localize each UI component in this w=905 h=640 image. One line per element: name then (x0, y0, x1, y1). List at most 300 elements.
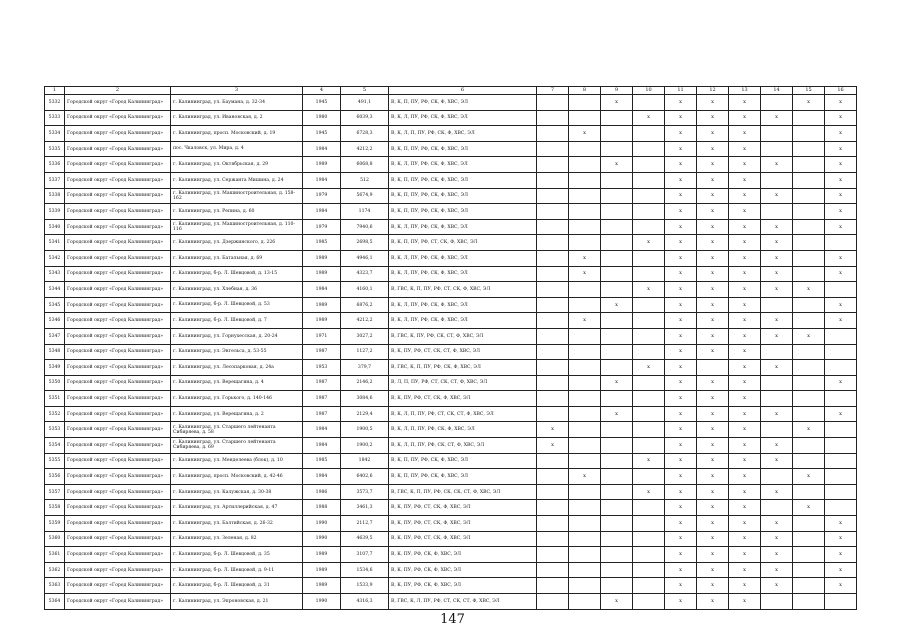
cell-mark: x (761, 453, 793, 469)
cell-district: Городской округ «Город Калининград» (65, 453, 171, 469)
cell-mark: x (697, 188, 729, 204)
cell-district: Городской округ «Город Калининград» (65, 250, 171, 266)
cell-mark (793, 360, 825, 376)
cell-address: г. Калининград, ул. Верещагина, д. 2 (171, 406, 303, 422)
cell-mark: x (729, 157, 761, 173)
cell-year: 1984 (303, 282, 341, 298)
cell-year: 1989 (303, 250, 341, 266)
cell-mark: x (665, 282, 697, 298)
cell-mark: x (665, 157, 697, 173)
cell-mark: x (729, 469, 761, 485)
cell-area: 1534,6 (341, 562, 389, 578)
column-header: 3 (171, 87, 303, 95)
column-header: 7 (537, 87, 569, 95)
cell-works: В, К, ПУ, РФ, СК, Ф, ХВС, ЭЛ (389, 578, 537, 594)
cell-mark: x (825, 250, 857, 266)
cell-district: Городской округ «Город Калининград» (65, 500, 171, 516)
cell-works: В, К, Л, ПУ, РФ, СК, Ф, ХВС, ЭЛ (389, 297, 537, 313)
cell-mark (601, 531, 633, 547)
cell-area: 4639,5 (341, 531, 389, 547)
cell-mark (825, 484, 857, 500)
cell-id: 5363 (45, 578, 65, 594)
cell-mark: x (665, 141, 697, 157)
cell-mark: x (665, 375, 697, 391)
cell-id: 5339 (45, 204, 65, 220)
cell-works: В, К, ПУ, РФ, СК, Ф, ХВС, ЭЛ (389, 547, 537, 563)
cell-mark (537, 188, 569, 204)
cell-mark (537, 157, 569, 173)
cell-mark: x (665, 531, 697, 547)
cell-mark: x (601, 375, 633, 391)
cell-mark (793, 157, 825, 173)
cell-id: 5341 (45, 235, 65, 251)
cell-mark (793, 594, 825, 610)
cell-mark: x (825, 141, 857, 157)
cell-mark (761, 469, 793, 485)
column-header: 1 (45, 87, 65, 95)
cell-mark: x (665, 562, 697, 578)
cell-mark: x (761, 250, 793, 266)
cell-mark (601, 500, 633, 516)
cell-mark: x (761, 282, 793, 298)
cell-mark: x (697, 204, 729, 220)
cell-area: 1900,5 (341, 422, 389, 438)
cell-mark (569, 391, 601, 407)
cell-area: 3027,2 (341, 328, 389, 344)
cell-mark: x (761, 266, 793, 282)
cell-mark: x (697, 562, 729, 578)
cell-mark (537, 516, 569, 532)
column-header: 11 (665, 87, 697, 95)
cell-works: В, К, П, ПУ, РФ, СК, Ф, ХВС, ЭЛ (389, 469, 537, 485)
cell-mark (601, 235, 633, 251)
cell-year: 1989 (303, 266, 341, 282)
table-row (45, 438, 857, 454)
cell-mark: x (697, 422, 729, 438)
table-row (45, 360, 857, 376)
cell-mark (633, 204, 665, 220)
cell-address: г. Калининград, ул. Старшего лейтенанта Сибиряева, д. 58 (171, 422, 303, 438)
column-header: 12 (697, 87, 729, 95)
cell-area: 3573,7 (341, 484, 389, 500)
cell-mark: x (761, 531, 793, 547)
cell-mark (537, 126, 569, 142)
cell-mark (569, 422, 601, 438)
cell-mark: x (697, 250, 729, 266)
cell-works: В, К, ПУ, РФ, СТ, СК, Ф, ХВС, ЭЛ (389, 516, 537, 532)
cell-mark: x (665, 391, 697, 407)
cell-address: г. Калининград, ул. Верещагина, д. 4 (171, 375, 303, 391)
cell-mark (601, 578, 633, 594)
cell-address: г. Калининград, ул. Горького, д. 140-146 (171, 391, 303, 407)
cell-id: 5344 (45, 282, 65, 298)
cell-mark: x (729, 172, 761, 188)
cell-mark: x (537, 438, 569, 454)
cell-mark (601, 250, 633, 266)
cell-mark: x (729, 344, 761, 360)
cell-mark (793, 313, 825, 329)
cell-id: 5342 (45, 250, 65, 266)
table-row (45, 157, 857, 173)
cell-mark (537, 282, 569, 298)
cell-mark (633, 188, 665, 204)
cell-year: 1989 (303, 547, 341, 563)
cell-mark (537, 562, 569, 578)
cell-mark (537, 531, 569, 547)
cell-id: 5350 (45, 375, 65, 391)
cell-district: Городской округ «Город Калининград» (65, 313, 171, 329)
cell-district: Городской округ «Город Калининград» (65, 188, 171, 204)
cell-district: Городской округ «Город Калининград» (65, 594, 171, 610)
cell-district: Городской округ «Город Калининград» (65, 562, 171, 578)
cell-district: Городской округ «Город Калининград» (65, 422, 171, 438)
housing-table (44, 86, 857, 610)
cell-mark: x (697, 297, 729, 313)
cell-mark: x (697, 266, 729, 282)
cell-mark: x (761, 406, 793, 422)
cell-address: г. Калининград, ул. Хлебная, д. 36 (171, 282, 303, 298)
cell-district: Городской округ «Город Калининград» (65, 95, 171, 111)
table-row (45, 188, 857, 204)
cell-address: г. Калининград, ул. Лесопарковая, д. 24а (171, 360, 303, 376)
cell-works: В, К, Л, П, ПУ, РФ, СК, СТ, Ф, ХВС, ЭЛ (389, 438, 537, 454)
cell-address: г. Калининград, ул. Калужская, д. 30-38 (171, 484, 303, 500)
cell-id: 5348 (45, 344, 65, 360)
cell-id: 5338 (45, 188, 65, 204)
cell-mark (761, 594, 793, 610)
cell-district: Городской округ «Город Калининград» (65, 360, 171, 376)
cell-mark (537, 141, 569, 157)
table-row (45, 266, 857, 282)
cell-year: 1987 (303, 344, 341, 360)
cell-works: В, К, ПУ, РФ, СТ, СК, Ф, ХВС, ЭЛ (389, 500, 537, 516)
cell-mark (825, 594, 857, 610)
column-header: 13 (729, 87, 761, 95)
cell-mark: x (665, 126, 697, 142)
cell-mark: x (729, 594, 761, 610)
cell-area: 2129,4 (341, 406, 389, 422)
cell-mark: x (761, 219, 793, 235)
cell-mark: x (761, 188, 793, 204)
cell-area: 4212,2 (341, 141, 389, 157)
cell-mark (601, 391, 633, 407)
cell-mark (633, 328, 665, 344)
cell-area: 2112,7 (341, 516, 389, 532)
cell-year: 1989 (303, 578, 341, 594)
cell-address: г. Калининград, ул. Репина, д. 60 (171, 204, 303, 220)
cell-mark (793, 266, 825, 282)
cell-mark: x (697, 547, 729, 563)
cell-mark: x (729, 250, 761, 266)
cell-mark: x (697, 469, 729, 485)
cell-year: 1989 (303, 297, 341, 313)
cell-mark: x (761, 562, 793, 578)
cell-address: г. Калининград, просп. Московский, д. 19 (171, 126, 303, 142)
cell-mark (569, 219, 601, 235)
cell-works: В, К, Л, ПУ, РФ, СК, Ф, ХВС, ЭЛ (389, 110, 537, 126)
cell-mark: x (729, 266, 761, 282)
cell-mark (793, 375, 825, 391)
cell-mark (601, 344, 633, 360)
cell-year: 1984 (303, 204, 341, 220)
cell-mark (793, 297, 825, 313)
cell-address: г. Калининград, ул. Машиностроительная, д. 158-162 (171, 188, 303, 204)
cell-works: В, К, Л, П, ПУ, РФ, СК, Ф, ХВС, ЭЛ (389, 422, 537, 438)
cell-area: 3084,6 (341, 391, 389, 407)
cell-mark (633, 172, 665, 188)
cell-mark: x (697, 516, 729, 532)
cell-mark: x (697, 172, 729, 188)
cell-mark: x (825, 126, 857, 142)
cell-year: 1979 (303, 219, 341, 235)
table-row (45, 328, 857, 344)
cell-mark (793, 344, 825, 360)
cell-mark: x (601, 297, 633, 313)
cell-mark (569, 562, 601, 578)
cell-mark (793, 126, 825, 142)
cell-mark (825, 438, 857, 454)
cell-mark: x (729, 547, 761, 563)
cell-mark: x (761, 484, 793, 500)
cell-area: 5674,9 (341, 188, 389, 204)
cell-mark (601, 219, 633, 235)
cell-mark: x (729, 578, 761, 594)
cell-id: 5360 (45, 531, 65, 547)
cell-address: г. Калининград, б-р. Л. Шевцовой, д. 7 (171, 313, 303, 329)
cell-mark: x (729, 313, 761, 329)
cell-mark: x (825, 297, 857, 313)
cell-mark: x (569, 266, 601, 282)
cell-id: 5349 (45, 360, 65, 376)
cell-mark: x (729, 95, 761, 111)
cell-mark (601, 516, 633, 532)
cell-district: Городской округ «Город Калининград» (65, 531, 171, 547)
cell-id: 5364 (45, 594, 65, 610)
cell-mark: x (601, 594, 633, 610)
cell-mark: x (697, 313, 729, 329)
cell-mark: x (793, 500, 825, 516)
cell-address: г. Калининград, ул. Баумана, д. 32-34 (171, 95, 303, 111)
cell-district: Городской округ «Город Калининград» (65, 578, 171, 594)
cell-works: В, К, Л, ПУ, РФ, СК, Ф, ХВС, ЭЛ (389, 266, 537, 282)
cell-mark: x (825, 516, 857, 532)
cell-year: 1990 (303, 594, 341, 610)
cell-district: Городской округ «Город Калининград» (65, 328, 171, 344)
cell-mark: x (697, 282, 729, 298)
cell-mark (793, 219, 825, 235)
cell-district: Городской округ «Город Калининград» (65, 219, 171, 235)
cell-year: 1989 (303, 562, 341, 578)
cell-year: 1984 (303, 172, 341, 188)
cell-year: 1987 (303, 375, 341, 391)
cell-mark (537, 469, 569, 485)
cell-mark: x (665, 500, 697, 516)
cell-works: В, К, ПУ, РФ, СТ, СК, СТ, Ф, ХВС, ЭЛ (389, 344, 537, 360)
cell-address: г. Калининград, ул. Машиностроительная, д. 110-116 (171, 219, 303, 235)
table-body (45, 95, 857, 610)
cell-district: Городской округ «Город Калининград» (65, 157, 171, 173)
cell-mark: x (729, 562, 761, 578)
cell-mark: x (729, 235, 761, 251)
cell-mark: x (697, 484, 729, 500)
cell-mark: x (729, 422, 761, 438)
cell-mark (793, 250, 825, 266)
cell-year: 1990 (303, 531, 341, 547)
cell-mark (537, 453, 569, 469)
cell-mark: x (825, 375, 857, 391)
cell-id: 5362 (45, 562, 65, 578)
cell-mark (633, 562, 665, 578)
cell-mark: x (761, 516, 793, 532)
cell-mark (601, 110, 633, 126)
cell-mark: x (665, 328, 697, 344)
cell-district: Городской округ «Город Калининград» (65, 141, 171, 157)
cell-mark: x (825, 188, 857, 204)
cell-year: 1984 (303, 438, 341, 454)
column-header: 4 (303, 87, 341, 95)
cell-mark (793, 204, 825, 220)
cell-mark (537, 391, 569, 407)
cell-area: 6068,8 (341, 157, 389, 173)
cell-mark (537, 500, 569, 516)
cell-address: г. Калининград, ул. Энгельса, д. 53-55 (171, 344, 303, 360)
table-row (45, 344, 857, 360)
cell-mark: x (633, 484, 665, 500)
cell-mark (793, 438, 825, 454)
cell-mark (761, 344, 793, 360)
cell-works: В, К, Л, П, ПУ, РФ, СК, Ф, ХВС, ЭЛ (389, 126, 537, 142)
cell-mark (601, 360, 633, 376)
cell-mark: x (665, 438, 697, 454)
cell-mark (825, 453, 857, 469)
table-row (45, 516, 857, 532)
cell-mark: x (697, 110, 729, 126)
cell-mark (601, 204, 633, 220)
cell-mark (793, 562, 825, 578)
cell-mark (601, 282, 633, 298)
cell-mark: x (665, 469, 697, 485)
cell-works: В, К, П, ПУ, РФ, СК, Ф, ХВС, ЭЛ (389, 188, 537, 204)
cell-id: 5356 (45, 469, 65, 485)
cell-address: пос. Чкаловск, ул. Мира, д. 4 (171, 141, 303, 157)
cell-mark: x (665, 484, 697, 500)
cell-id: 5347 (45, 328, 65, 344)
document-table-wrap (44, 86, 856, 610)
cell-year: 1945 (303, 126, 341, 142)
cell-mark: x (697, 500, 729, 516)
cell-year: 1985 (303, 453, 341, 469)
table-row (45, 594, 857, 610)
cell-works: В, К, П, ПУ, РФ, СК, Ф, ХВС, ЭЛ (389, 172, 537, 188)
cell-mark (633, 531, 665, 547)
cell-address: г. Калининград, б-р. Л. Шевцовой, д. 9-11 (171, 562, 303, 578)
cell-mark (537, 172, 569, 188)
cell-district: Городской округ «Город Калининград» (65, 391, 171, 407)
cell-area: 4160,1 (341, 282, 389, 298)
cell-address: г. Калининград, ул. Сержанта Мишина, д. 24 (171, 172, 303, 188)
cell-address: г. Калининград, просп. Московский, д. 42-46 (171, 469, 303, 485)
cell-mark (633, 375, 665, 391)
cell-area: 6728,3 (341, 126, 389, 142)
cell-mark (537, 406, 569, 422)
cell-mark: x (825, 578, 857, 594)
cell-mark (697, 360, 729, 376)
cell-mark (569, 235, 601, 251)
cell-mark (601, 172, 633, 188)
cell-mark: x (601, 95, 633, 111)
cell-mark (633, 126, 665, 142)
cell-year: 1990 (303, 516, 341, 532)
cell-mark (601, 188, 633, 204)
cell-year: 1953 (303, 360, 341, 376)
cell-mark (537, 594, 569, 610)
cell-mark (825, 282, 857, 298)
cell-district: Городской округ «Город Калининград» (65, 375, 171, 391)
cell-address: г. Калининград, ул. Горнухесская, д. 20-24 (171, 328, 303, 344)
cell-district: Городской округ «Город Калининград» (65, 282, 171, 298)
cell-mark: x (729, 204, 761, 220)
cell-mark: x (729, 453, 761, 469)
cell-mark: x (697, 438, 729, 454)
cell-mark (537, 95, 569, 111)
cell-mark: x (729, 391, 761, 407)
cell-mark: x (665, 360, 697, 376)
cell-area: 2146,2 (341, 375, 389, 391)
cell-id: 5354 (45, 438, 65, 454)
cell-id: 5336 (45, 157, 65, 173)
cell-mark (793, 235, 825, 251)
cell-mark (793, 141, 825, 157)
cell-area: 1174 (341, 204, 389, 220)
cell-mark: x (825, 531, 857, 547)
table-row (45, 219, 857, 235)
cell-district: Городской округ «Город Калининград» (65, 126, 171, 142)
cell-mark: x (761, 360, 793, 376)
cell-address: г. Калининград, ул. Дзержинского, д. 226 (171, 235, 303, 251)
cell-mark: x (601, 406, 633, 422)
cell-mark: x (825, 547, 857, 563)
table-row (45, 406, 857, 422)
cell-district: Городской округ «Город Калининград» (65, 266, 171, 282)
cell-id: 5335 (45, 141, 65, 157)
cell-address: г. Калининград, ул. Старшего лейтенанта Сибиряева, д. 69 (171, 438, 303, 454)
cell-mark (825, 235, 857, 251)
cell-mark: x (665, 516, 697, 532)
cell-mark: x (697, 453, 729, 469)
cell-mark: x (825, 406, 857, 422)
cell-mark (825, 360, 857, 376)
cell-mark (761, 95, 793, 111)
cell-mark (569, 547, 601, 563)
cell-mark: x (633, 360, 665, 376)
cell-mark (537, 297, 569, 313)
cell-works: В, К, Л, ПУ, РФ, СК, Ф, ХВС, ЭЛ (389, 219, 537, 235)
cell-mark (569, 516, 601, 532)
column-header: 9 (601, 87, 633, 95)
table-row (45, 562, 857, 578)
cell-address: г. Калининград, ул. Артиллерийская, д. 47 (171, 500, 303, 516)
column-header: 10 (633, 87, 665, 95)
cell-mark (633, 438, 665, 454)
column-header: 6 (389, 87, 537, 95)
cell-mark: x (665, 406, 697, 422)
cell-mark (537, 375, 569, 391)
cell-mark: x (729, 188, 761, 204)
cell-mark (569, 95, 601, 111)
cell-mark: x (697, 157, 729, 173)
cell-works: В, К, ПУ, РФ, СК, Ф, ХВС, ЭЛ (389, 562, 537, 578)
table-row (45, 297, 857, 313)
